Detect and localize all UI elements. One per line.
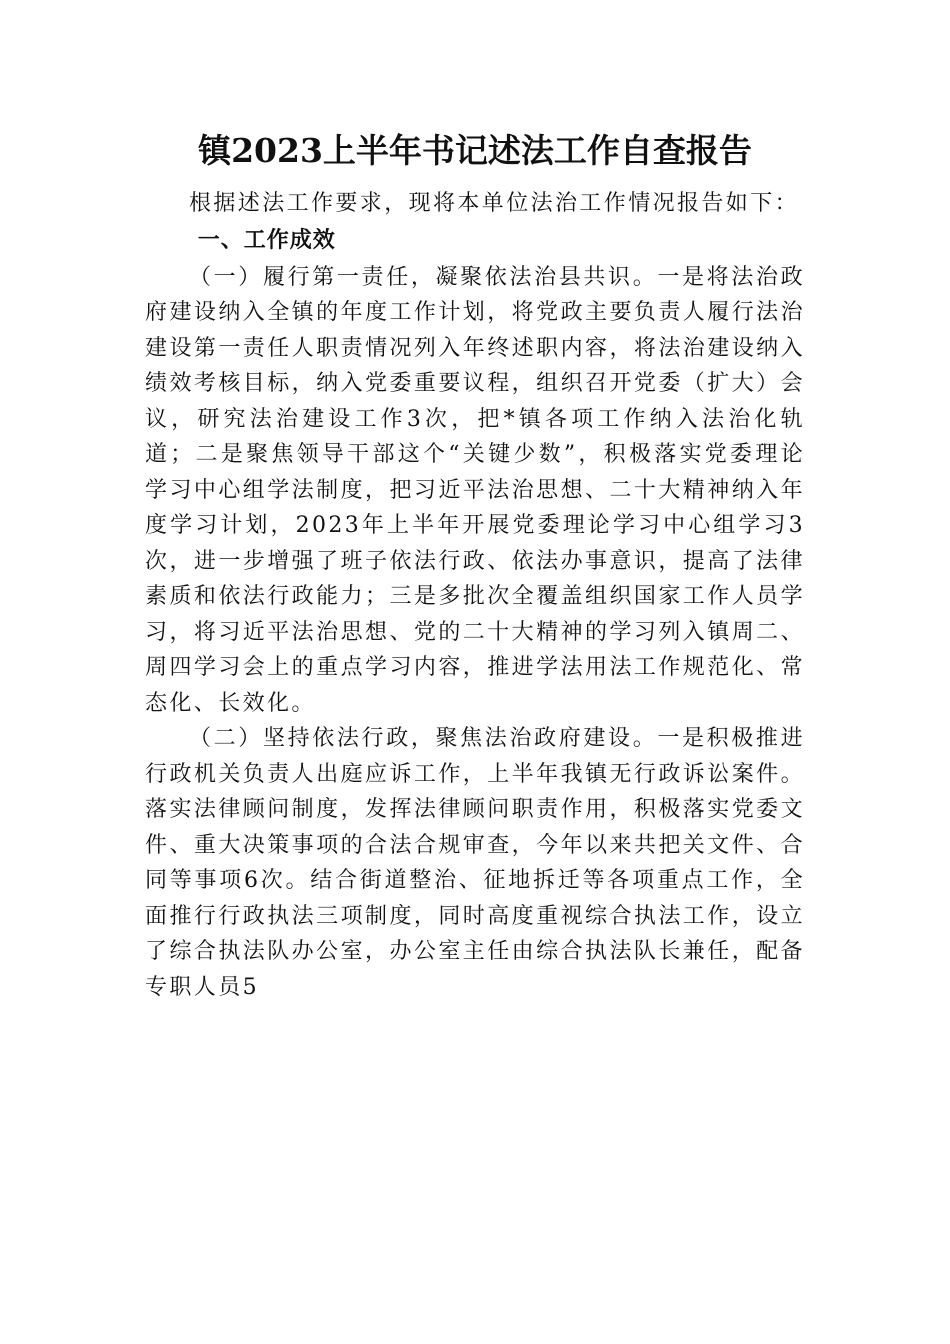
paragraph-law-based-administration: （二）坚持依法行政，聚焦法治政府建设。一是积极推进行政机关负责人出庭应诉工作，上半年我镇无行政诉讼案件。落实法律顾问制度，发挥法律顾问职责作用，积极落实党委文件、重大决策事项的合法合规审查，今年以来共把关文件、合同等事项6次。结合街道整治、征地拆迁等各项重点工作，全面推行行政执法三项制度，同时高度重视综合执法工作，设立了综合执法队办公室，办公室主任由综合执法队长兼任，配备专职人员5 — [145, 726, 805, 1000]
document-title: 镇2023上半年书记述法工作自查报告 — [198, 131, 752, 170]
intro-paragraph: 根据述法工作要求，现将本单位法治工作情况报告如下： — [189, 191, 800, 216]
document-body — [145, 128, 805, 1005]
paragraph-first-responsibility: （一）履行第一责任，凝聚依法治县共识。一是将法治政府建设纳入全镇的年度工作计划，将党政主要负责人履行法治建设第一责任人职责情况列入年终述职内容，将法治建设纳入绩效考核目标，纳入党委重要议程，组织召开党委（扩大）会议，研究法治建设工作3次，把*镇各项工作纳入法治化轨道；二是聚焦领导干部这个“关键少数”，积极落实党委理论学习中心组学法制度，把习近平法治思想、二十大精神纳入年度学习计划，2023年上半年开展党委理论学习中心组学习3次，进一步增强了班子依法行政、依法办事意识，提高了法律素质和依法行政能力；三是多批次全覆盖组织国家工作人员学习，将习近平法治思想、党的二十大精神的学习列入镇周二、周四学习会上的重点学习内容，推进学法用法工作规范化、常态化、长效化。 — [145, 264, 805, 716]
section-heading-work-results: 一、工作成效 — [197, 227, 336, 253]
